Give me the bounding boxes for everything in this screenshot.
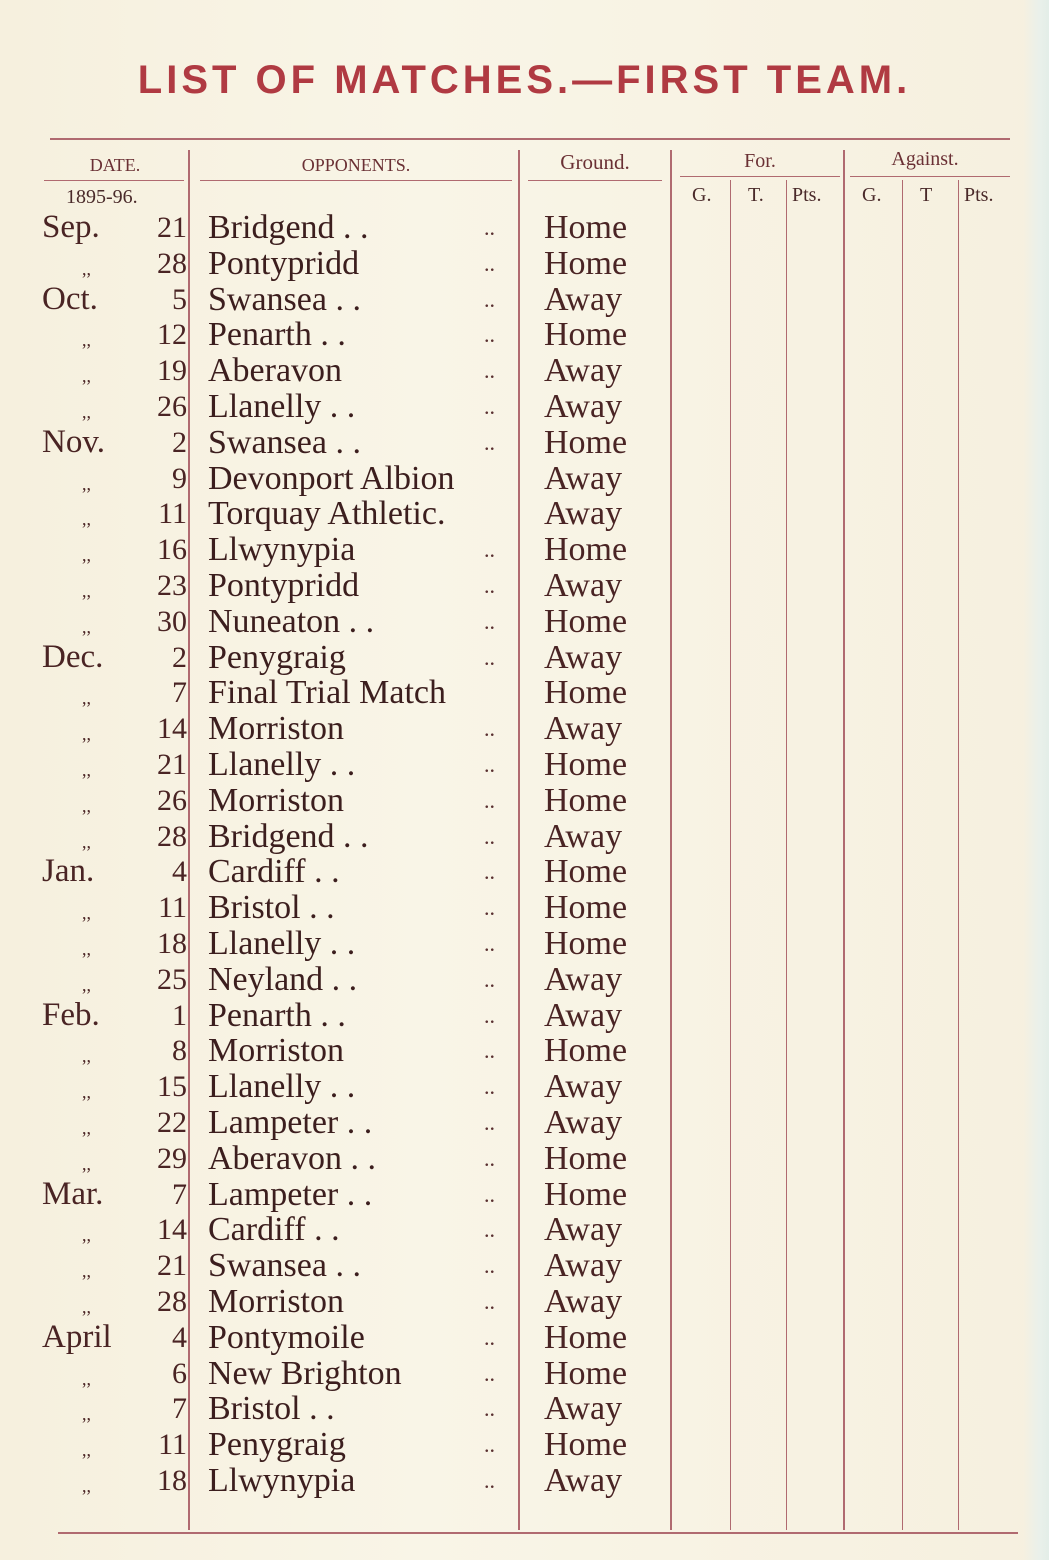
match-day: 11 [158, 891, 187, 925]
ditto-mark: ,, [82, 688, 91, 709]
match-month: Sep. [42, 209, 100, 245]
match-row [0, 282, 1049, 318]
match-opponent: Penarth . . [208, 996, 346, 1034]
leader-dots: .. [484, 1038, 495, 1064]
match-row [0, 353, 1049, 389]
ditto-mark: ,, [82, 1475, 91, 1496]
match-day: 4 [172, 855, 187, 889]
match-ground: Home [544, 745, 628, 783]
ditto-mark: ,, [82, 1404, 91, 1425]
match-row [0, 1284, 1049, 1320]
match-day: 22 [157, 1105, 187, 1139]
match-ground: Home [544, 853, 628, 891]
match-day: 30 [157, 604, 187, 638]
match-opponent: Llanelly . . [208, 1068, 356, 1106]
match-row [0, 1105, 1049, 1141]
for-header: For. [744, 150, 776, 172]
ditto-mark: ,, [82, 974, 91, 995]
match-ground: Home [544, 924, 628, 962]
match-day: 28 [157, 1284, 187, 1318]
match-opponent: Neyland . . [208, 960, 358, 998]
match-row [0, 962, 1049, 998]
match-ground: Away [544, 996, 623, 1034]
match-row [0, 1391, 1049, 1427]
match-row [0, 604, 1049, 640]
match-day: 9 [172, 461, 187, 495]
match-month: Dec. [42, 638, 104, 675]
match-row [0, 568, 1049, 604]
match-day: 26 [157, 389, 187, 423]
ditto-mark: ,, [82, 1082, 91, 1103]
leader-dots: .. [484, 1145, 495, 1171]
match-opponent: Llwynypia [208, 1461, 356, 1499]
leader-dots: .. [484, 572, 495, 598]
match-ground: Home [544, 531, 628, 569]
match-row [0, 1141, 1049, 1177]
match-ground: Away [544, 566, 623, 604]
match-opponent: Aberavon . . [208, 1139, 377, 1177]
leader-dots: .. [484, 1217, 495, 1243]
match-row [0, 246, 1049, 282]
match-opponent: Bristol . . [208, 1390, 335, 1428]
opponents-underline [200, 180, 512, 181]
match-row [0, 890, 1049, 926]
match-month: Nov. [42, 423, 105, 460]
leader-dots: .. [484, 1288, 495, 1314]
match-day: 14 [157, 712, 187, 746]
match-opponent: Llanelly . . [208, 924, 356, 962]
ditto-mark: ,, [82, 401, 91, 422]
ditto-mark: ,, [82, 580, 91, 601]
match-ground: Home [544, 423, 628, 461]
for-goals-header: G. [692, 184, 712, 206]
match-day: 11 [158, 1428, 187, 1462]
match-row [0, 1033, 1049, 1069]
ditto-mark: ,, [82, 1046, 91, 1067]
date-header: DATE. [89, 155, 141, 175]
match-row [0, 675, 1049, 711]
match-day: 5 [172, 282, 187, 316]
against-points-header: Pts. [964, 184, 994, 206]
leader-dots: .. [484, 895, 495, 921]
leader-dots: .. [484, 215, 495, 240]
match-ground: Home [544, 1175, 628, 1213]
match-row [0, 711, 1049, 747]
against-header: Against. [891, 148, 959, 170]
match-day: 21 [157, 747, 187, 781]
ditto-mark: ,, [82, 1225, 91, 1246]
match-day: 16 [157, 533, 187, 567]
leader-dots: .. [484, 1432, 495, 1458]
match-day: 19 [157, 354, 187, 388]
match-opponent: Penygraig [208, 638, 346, 676]
match-month: April [42, 1318, 112, 1355]
match-opponent: Morriston [208, 710, 344, 748]
match-opponent: Morriston [208, 1282, 344, 1320]
against-goals-header: G. [862, 184, 882, 206]
match-ground: Away [544, 1390, 623, 1428]
match-ground: Home [544, 1318, 628, 1356]
match-day: 29 [157, 1141, 187, 1175]
match-row [0, 747, 1049, 783]
match-day: 21 [157, 211, 187, 244]
match-month: Oct. [42, 280, 98, 317]
match-month: Jan. [42, 853, 95, 890]
leader-dots: .. [484, 1109, 495, 1135]
ditto-mark: ,, [82, 545, 91, 566]
match-row [0, 210, 1049, 246]
match-day: 23 [157, 568, 187, 602]
against-underline [850, 176, 1010, 177]
match-opponent: Final Trial Match [208, 674, 447, 712]
match-opponent: Cardiff . . [208, 853, 340, 891]
for-underline [680, 176, 840, 177]
match-ground: Home [544, 244, 628, 282]
match-day: 7 [172, 1177, 187, 1211]
match-row [0, 1356, 1049, 1392]
match-row [0, 1463, 1049, 1499]
opponents-header: OPPONENTS. [301, 155, 411, 175]
match-day: 26 [157, 783, 187, 817]
leader-dots: .. [484, 322, 495, 348]
match-opponent: Bristol . . [208, 889, 335, 927]
match-row [0, 1320, 1049, 1356]
match-month: Mar. [42, 1175, 104, 1212]
match-row [0, 640, 1049, 676]
match-row [0, 496, 1049, 532]
match-opponent: Morriston [208, 1032, 344, 1070]
match-day: 21 [157, 1249, 187, 1283]
ground-underline [528, 180, 662, 181]
match-opponent: Torquay Athletic. [208, 495, 446, 533]
leader-dots: .. [484, 608, 495, 634]
ditto-mark: ,, [82, 616, 91, 637]
match-opponent: Lampeter . . [208, 1175, 373, 1213]
match-opponent: Swansea . . [208, 1247, 361, 1285]
match-row [0, 783, 1049, 819]
match-day: 2 [172, 640, 187, 674]
match-ground: Away [544, 710, 623, 748]
match-opponent: Aberavon [208, 352, 343, 390]
match-ground: Away [544, 280, 623, 318]
leader-dots: .. [484, 751, 495, 777]
match-day: 4 [172, 1320, 187, 1354]
match-opponent: Llanelly . . [208, 387, 356, 425]
match-day: 18 [157, 1463, 187, 1497]
match-day: 14 [157, 1213, 187, 1247]
leader-dots: .. [484, 250, 495, 276]
ditto-mark: ,, [82, 759, 91, 780]
match-opponent: Devonport Albion [208, 459, 455, 497]
match-ground: Away [544, 495, 623, 533]
match-opponent: Nuneaton . . [208, 602, 375, 640]
match-ground: Away [544, 1103, 623, 1141]
ditto-mark: ,, [82, 795, 91, 816]
leader-dots: .. [484, 930, 495, 956]
match-opponent: Bridgend . . [208, 817, 369, 855]
leader-dots: .. [484, 1002, 495, 1028]
leader-dots: .. [484, 1181, 495, 1207]
ditto-mark: ,, [82, 1153, 91, 1174]
match-opponent: Bridgend . . [208, 209, 369, 246]
ditto-mark: ,, [82, 258, 91, 279]
match-opponent: Swansea . . [208, 280, 361, 318]
leader-dots: .. [484, 1467, 495, 1493]
match-ground: Away [544, 387, 623, 425]
leader-dots: .. [484, 1324, 495, 1350]
match-day: 28 [157, 819, 187, 853]
match-day: 7 [172, 676, 187, 710]
against-tries-header: T [920, 184, 933, 206]
for-tries-header: T. [748, 184, 764, 206]
ditto-mark: ,, [82, 724, 91, 745]
bottom-rule [58, 1532, 1018, 1534]
match-ground: Home [544, 1032, 628, 1070]
match-opponent: Penarth . . [208, 316, 346, 354]
match-opponent: Penygraig [208, 1426, 346, 1464]
match-opponent: Pontypridd [208, 566, 360, 604]
match-ground: Away [544, 1461, 623, 1499]
match-ground: Away [544, 1068, 623, 1106]
match-day: 1 [172, 998, 187, 1032]
match-row [0, 926, 1049, 962]
match-row [0, 1069, 1049, 1105]
match-day: 8 [172, 1034, 187, 1068]
leader-dots: .. [484, 1396, 495, 1422]
ditto-mark: ,, [82, 330, 91, 351]
page-title: LIST OF MATCHES.—FIRST TEAM. [137, 58, 912, 102]
leader-dots: .. [484, 537, 495, 563]
match-month: Feb. [42, 996, 100, 1033]
match-ground: Away [544, 1211, 623, 1249]
leader-dots: .. [484, 859, 495, 885]
match-day: 15 [157, 1070, 187, 1104]
match-opponent: Morriston [208, 781, 344, 819]
match-ground: Home [544, 209, 628, 246]
match-opponent: Llanelly . . [208, 745, 356, 783]
match-opponent: Swansea . . [208, 423, 361, 461]
match-ground: Home [544, 1354, 628, 1392]
ditto-mark: ,, [82, 366, 91, 387]
match-opponent: Cardiff . . [208, 1211, 340, 1249]
match-ground: Home [544, 316, 628, 354]
leader-dots: .. [484, 787, 495, 813]
ditto-mark: ,, [82, 903, 91, 924]
match-row [0, 389, 1049, 425]
match-row [0, 425, 1049, 461]
ditto-mark: ,, [82, 938, 91, 959]
leader-dots: .. [484, 1360, 495, 1386]
ditto-mark: ,, [82, 1440, 91, 1461]
season-label: 1895-96. [66, 186, 138, 208]
leader-dots: .. [484, 966, 495, 992]
match-row [0, 317, 1049, 353]
match-day: 25 [157, 962, 187, 996]
match-day: 7 [172, 1392, 187, 1426]
match-row [0, 1248, 1049, 1284]
ditto-mark: ,, [82, 1296, 91, 1317]
match-ground: Away [544, 352, 623, 390]
for-points-header: Pts. [792, 184, 822, 206]
ditto-mark: ,, [82, 1117, 91, 1138]
match-ground: Home [544, 1139, 628, 1177]
match-row [0, 1177, 1049, 1213]
date-underline [44, 180, 184, 181]
leader-dots: .. [484, 358, 495, 384]
match-day: 6 [172, 1356, 187, 1390]
match-row [0, 532, 1049, 568]
ditto-mark: ,, [82, 473, 91, 494]
match-ground: Home [544, 602, 628, 640]
match-row [0, 461, 1049, 497]
leader-dots: .. [484, 644, 495, 670]
match-opponent: New Brighton [208, 1354, 402, 1392]
match-opponent: Pontymoile [208, 1318, 365, 1356]
match-opponent: Lampeter . . [208, 1103, 373, 1141]
leader-dots: .. [484, 1074, 495, 1100]
leader-dots: .. [484, 1253, 495, 1279]
leader-dots: .. [484, 823, 495, 849]
leader-dots: .. [484, 393, 495, 419]
match-day: 2 [172, 425, 187, 459]
match-ground: Home [544, 889, 628, 927]
ditto-mark: ,, [82, 509, 91, 530]
fixtures-list [0, 210, 1049, 1499]
match-row [0, 854, 1049, 890]
match-ground: Away [544, 638, 623, 676]
match-ground: Home [544, 781, 628, 819]
match-ground: Away [544, 1247, 623, 1285]
match-ground: Away [544, 1282, 623, 1320]
ditto-mark: ,, [82, 1261, 91, 1282]
top-rule [50, 138, 1010, 140]
leader-dots: .. [484, 716, 495, 742]
match-day: 18 [157, 926, 187, 960]
ditto-mark: ,, [82, 831, 91, 852]
match-ground: Home [544, 1426, 628, 1464]
match-day: 28 [157, 246, 187, 280]
leader-dots: .. [484, 429, 495, 455]
match-day: 11 [158, 497, 187, 531]
match-day: 12 [157, 318, 187, 352]
match-row [0, 1427, 1049, 1463]
match-opponent: Llwynypia [208, 531, 356, 569]
ditto-mark: ,, [82, 1368, 91, 1389]
match-row [0, 1212, 1049, 1248]
match-row [0, 819, 1049, 855]
match-row [0, 998, 1049, 1034]
match-ground: Away [544, 459, 623, 497]
match-ground: Home [544, 674, 628, 712]
match-ground: Away [544, 960, 623, 998]
match-opponent: Pontypridd [208, 244, 360, 282]
ground-header: Ground. [560, 150, 630, 174]
match-ground: Away [544, 817, 623, 855]
leader-dots: .. [484, 286, 495, 312]
